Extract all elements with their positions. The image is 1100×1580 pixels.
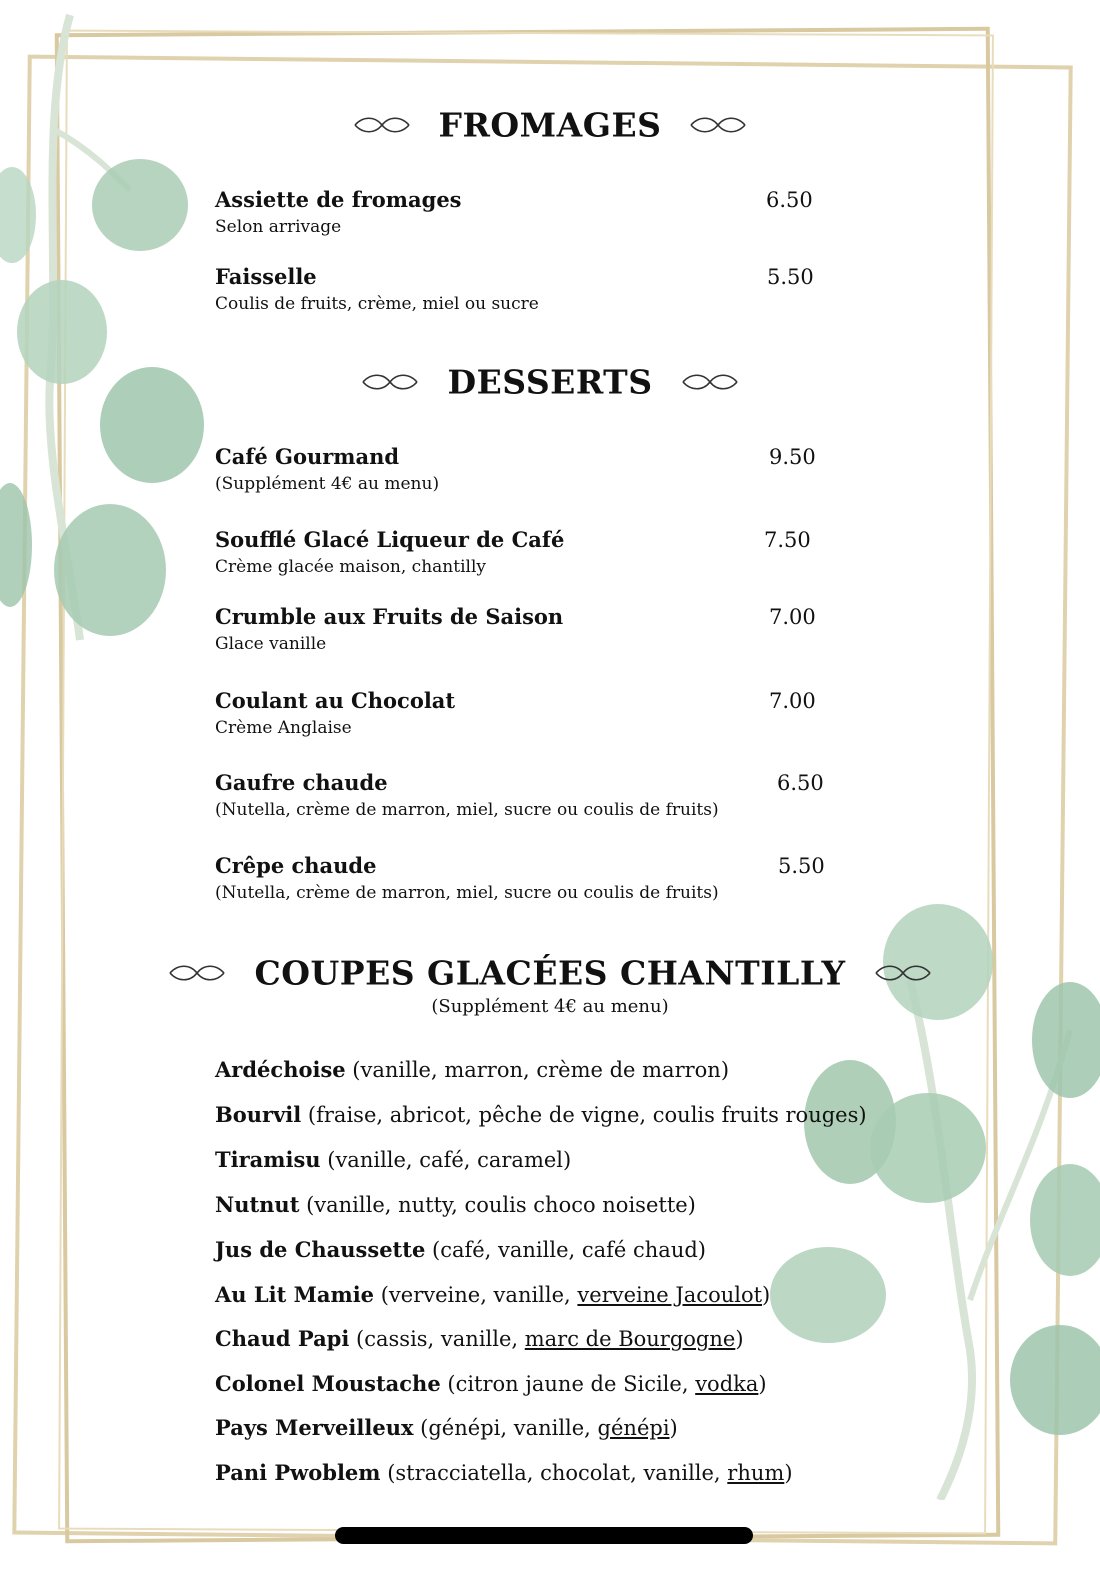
coupe-ingredients: (vanille, nutty, coulis choco noisette): [299, 1193, 696, 1217]
menu-item: [215, 263, 835, 317]
item-price: 6.50: [777, 771, 824, 795]
item-price: 6.50: [766, 188, 813, 212]
menu-item: [215, 526, 835, 580]
menu-item: [215, 603, 835, 657]
item-name: Faisselle: [215, 264, 317, 289]
menu-item: [215, 186, 835, 240]
item-price: 5.50: [767, 265, 814, 289]
coupe-item: [215, 1370, 767, 1398]
section-title-text: DESSERTS: [447, 362, 653, 402]
coupe-alcohol: vodka: [695, 1372, 759, 1396]
coupe-name: Bourvil: [215, 1102, 302, 1127]
item-description: (Nutella, crème de marron, miel, sucre ou coulis de fruits): [215, 883, 719, 903]
coupe-close-paren: ): [669, 1416, 678, 1440]
flourish-right-icon: [874, 962, 932, 984]
menu-item: [215, 687, 835, 741]
coupe-name: Au Lit Mamie: [215, 1282, 375, 1307]
coupe-ingredients: (fraise, abricot, pêche de vigne, coulis fruits rouges): [301, 1103, 867, 1127]
item-name: Café Gourmand: [215, 444, 400, 469]
flourish-right-icon: [689, 114, 747, 136]
flourish-left-icon: [361, 371, 419, 393]
item-price: 9.50: [769, 445, 816, 469]
coupes-supplement-note: (Supplément 4€ au menu): [431, 996, 669, 1017]
coupe-name: Chaud Papi: [215, 1326, 350, 1351]
item-description: Crème Anglaise: [215, 718, 352, 738]
item-name: Soufflé Glacé Liqueur de Café: [215, 527, 565, 552]
menu-item: [215, 852, 835, 906]
section-title-text: FROMAGES: [438, 105, 662, 145]
item-description: Selon arrivage: [215, 217, 342, 237]
item-price: 7.00: [769, 689, 816, 713]
coupe-ingredients: (stracciatella, chocolat, vanille,: [380, 1461, 728, 1485]
coupe-name: Jus de Chaussette: [215, 1237, 426, 1262]
coupe-ingredients: (verveine, vanille,: [374, 1283, 578, 1307]
coupe-name: Pays Merveilleux: [215, 1415, 414, 1440]
coupe-name: Pani Pwoblem: [215, 1460, 381, 1485]
section-title-text: COUPES GLACÉES CHANTILLY: [254, 953, 846, 993]
coupe-item: [215, 1281, 770, 1309]
item-description: Crème glacée maison, chantilly: [215, 557, 486, 577]
coupe-name: Tiramisu: [215, 1147, 321, 1172]
coupe-close-paren: ): [762, 1283, 771, 1307]
coupe-name: Colonel Moustache: [215, 1371, 441, 1396]
menu-item: [215, 769, 835, 823]
coupe-ingredients: (génépi, vanille,: [413, 1416, 598, 1440]
item-description: (Supplément 4€ au menu): [215, 474, 440, 494]
coupe-name: Nutnut: [215, 1192, 300, 1217]
item-price: 7.50: [764, 528, 811, 552]
coupe-item: [215, 1236, 706, 1264]
coupe-close-paren: ): [784, 1461, 793, 1485]
item-name: Crumble aux Fruits de Saison: [215, 604, 564, 629]
flourish-left-icon: [168, 962, 226, 984]
item-name: Coulant au Chocolat: [215, 688, 456, 713]
coupe-ingredients: (café, vanille, café chaud): [425, 1238, 706, 1262]
coupe-alcohol: rhum: [727, 1461, 785, 1485]
section-title-coupes: [0, 951, 1100, 993]
item-description: Coulis de fruits, crème, miel ou sucre: [215, 294, 539, 314]
coupe-item: [215, 1191, 696, 1219]
coupe-alcohol: verveine Jacoulot: [577, 1283, 763, 1307]
menu-item: [215, 443, 835, 497]
coupe-close-paren: ): [758, 1372, 767, 1396]
coupe-item: [215, 1101, 867, 1129]
coupe-close-paren: ): [735, 1327, 744, 1351]
coupe-item: [215, 1056, 729, 1084]
coupe-name: Ardéchoise: [215, 1057, 346, 1082]
item-price: 7.00: [769, 605, 816, 629]
coupe-ingredients: (cassis, vanille,: [349, 1327, 525, 1351]
coupe-item: [215, 1325, 744, 1353]
coupe-item: [215, 1146, 571, 1174]
item-description: (Nutella, crème de marron, miel, sucre ou coulis de fruits): [215, 800, 719, 820]
item-name: Gaufre chaude: [215, 770, 388, 795]
coupe-item: [215, 1459, 793, 1487]
home-indicator-bar[interactable]: [335, 1527, 753, 1544]
flourish-right-icon: [681, 371, 739, 393]
item-description: Glace vanille: [215, 634, 327, 654]
coupe-ingredients: (citron jaune de Sicile,: [440, 1372, 696, 1396]
coupe-item: [215, 1414, 678, 1442]
flourish-left-icon: [353, 114, 411, 136]
section-title-fromages: [0, 103, 1100, 145]
section-title-desserts: [0, 360, 1100, 402]
item-name: Crêpe chaude: [215, 853, 377, 878]
coupe-alcohol: marc de Bourgogne: [524, 1327, 736, 1351]
item-name: Assiette de fromages: [215, 187, 462, 212]
coupe-alcohol: génépi: [597, 1416, 670, 1440]
item-price: 5.50: [778, 854, 825, 878]
coupe-ingredients: (vanille, café, caramel): [320, 1148, 572, 1172]
coupe-ingredients: (vanille, marron, crème de marron): [345, 1058, 730, 1082]
